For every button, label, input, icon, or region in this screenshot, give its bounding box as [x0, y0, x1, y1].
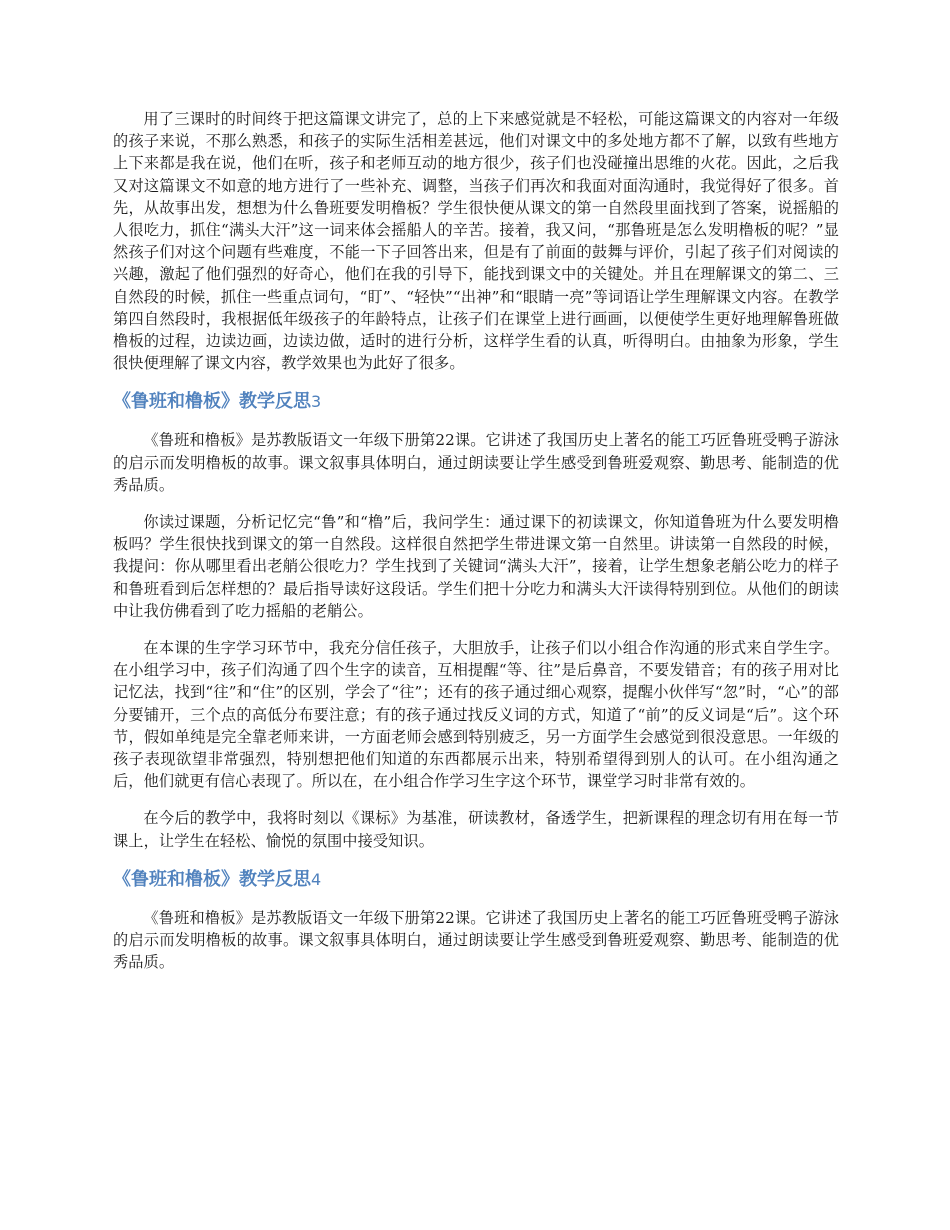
- section3-paragraph-4: 在今后的教学中，我将时刻以《课标》为基准，研读教材，备透学生，把新课程的理念切有用在每一节课上，让学生在轻松、愉悦的氛围中接受知识。: [113, 809, 839, 850]
- section-number: 4: [311, 869, 322, 889]
- section3-paragraph-3: 在本课的生字学习环节中，我充分信任孩子，大胆放手，让孩子们以小组合作沟通的形式来自学生字。在小组学习中，孩子们沟通了四个生字的读音，互相提醒“等、往”是后鼻音，不要发错音；有的孩子用对比记忆法，找到“往”和“住”的区别，学会了“往”；还有的孩子通过细心观察，提醒小伙伴写“忽”时，“心”的部分要铺开，三个点的高低分布要注意；有的孩子通过找反义词的方式，知道了“前”的反义词是“后”。这个环节，假如单纯是完全靠老师来讲，一方面老师会感到特别疲乏，另一方面学生会感觉到很没意思。一年级的孩子表现欲望非常强烈，特别想把他们知道的东西都展示出来，特别希望得到别人的认可。在小组沟通之后，他们就更有信心表现了。所以在，在小组合作学习生字这个环节，课堂学习时非常有效的。: [113, 639, 839, 791]
- section3-paragraph-2: 你读过课题，分析记忆完“鲁”和“橹”后，我问学生：通过课下的初读课文，你知道鲁班为什么要发明橹板吗？学生很快找到课文的第一自然段。这样很自然把学生带进课文第一自然里。讲读第一自然段的时候，我提问：你从哪里看出老艄公很吃力？学生找到了关键词“满头大汗”，接着，让学生想象老艄公吃力的样子和鲁班看到后怎样想的？最后指导读好这段话。学生们把十分吃力和满头大汗读得特别到位。从他们的朗读中让我仿佛看到了吃力摇船的老艄公。: [113, 513, 839, 620]
- section-title: 《鲁班和橹板》教学反思: [113, 868, 311, 890]
- intro-paragraph: 用了三课时的时间终于把这篇课文讲完了，总的上下来感觉就是不轻松，可能这篇课文的内容对一年级的孩子来说，不那么熟悉，和孩子的实际生活相差甚远，他们对课文中的多处地方都不了解，以致有些地方上下来都是我在说，他们在听，孩子和老师互动的地方很少，孩子们也没碰撞出思维的火花。因此，之后我又对这篇课文不如意的地方进行了一些补充、调整，当孩子们再次和我面对面沟通时，我觉得好了很多。首先，从故事出发，想想为什么鲁班要发明橹板？学生很快便从课文的第一自然段里面找到了答案，说摇船的人很吃力，抓住“满头大汗”这一词来体会摇船人的辛苦。接着，我又问，“那鲁班是怎么发明橹板的呢？”显然孩子们对这个问题有些难度，不能一下子回答出来，但是有了前面的鼓舞与评价，引起了孩子们对阅读的兴趣，激起了他们强烈的好奇心，他们在我的引导下，能找到课文中的关键处。并且在理解课文的第二、三自然段的时候，抓住一些重点词句，“盯”、“轻快”“出神”和“眼睛一亮”等词语让学生理解课文内容。在教学第四自然段时，我根据低年级孩子的年龄特点，让孩子们在课堂上进行画画，以便使学生更好地理解鲁班做橹板的过程，边读边画，边读边做，适时的进行分析，这样学生看的认真，听得明白。由抽象为形象，学生很快便理解了课文内容，教学效果也为此好了很多。: [113, 110, 839, 373]
- section-heading-3: [113, 389, 839, 415]
- section4-paragraph-1: 《鲁班和橹板》是苏教版语文一年级下册第22课。它讲述了我国历史上著名的能工巧匠鲁班受鸭子游泳的启示而发明橹板的故事。课文叙事具体明白，通过朗读要让学生感受到鲁班爱观察、勤思考、能制造的优秀品质。: [113, 908, 839, 972]
- section-number: 3: [311, 392, 322, 412]
- section-heading-4: [113, 867, 839, 893]
- document-page: [113, 108, 839, 989]
- section3-paragraph-1: 《鲁班和橹板》是苏教版语文一年级下册第22课。它讲述了我国历史上著名的能工巧匠鲁班受鸭子游泳的启示而发明橹板的故事。课文叙事具体明白，通过朗读要让学生感受到鲁班爱观察、勤思考、能制造的优秀品质。: [113, 431, 839, 494]
- section-title: 《鲁班和橹板》教学反思: [113, 391, 311, 413]
